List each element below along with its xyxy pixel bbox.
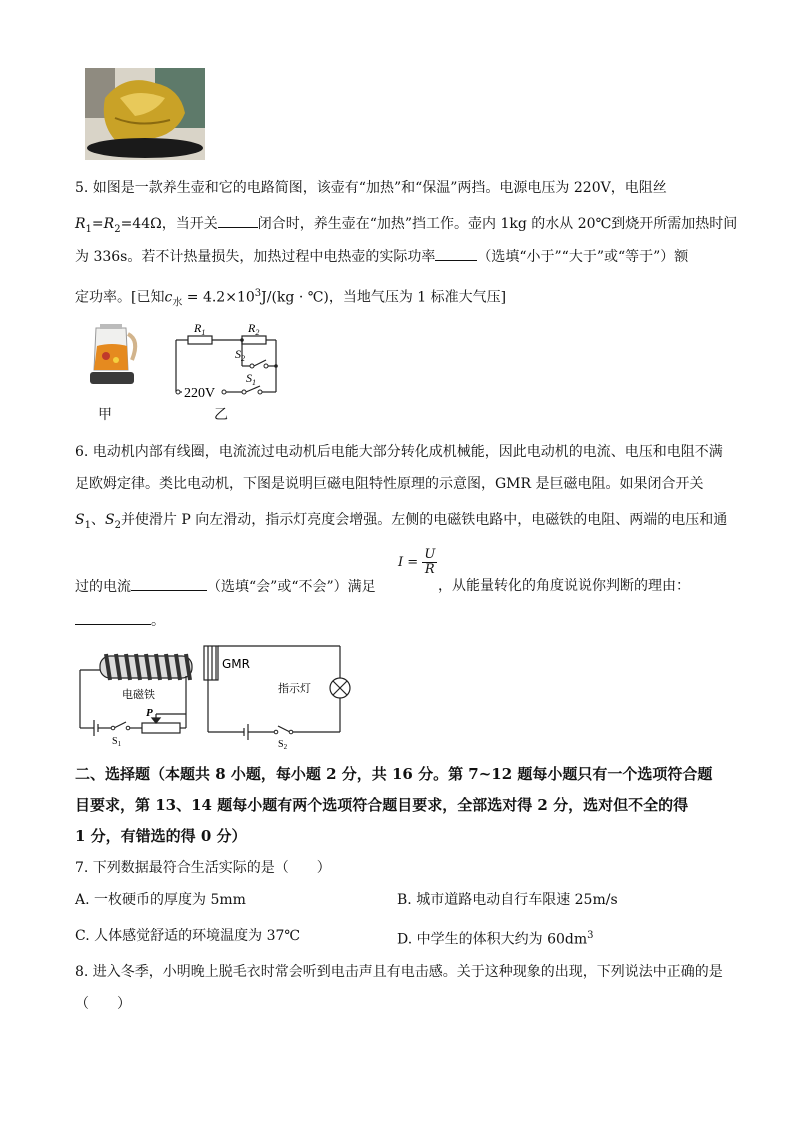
- r2-symbol: =R: [91, 216, 115, 232]
- q6-line4-text-b: （选填“会”或“不会”）满足: [207, 579, 376, 595]
- r2-sub: 2: [114, 223, 121, 235]
- c-sub: 水: [172, 297, 183, 309]
- s2-symbol: S: [104, 512, 115, 528]
- q6-blank-1[interactable]: [131, 576, 207, 591]
- label-gmr: GMR: [222, 657, 250, 671]
- s2-sub: 2: [114, 519, 121, 531]
- q5-line4-text-a: 定功率。[已知: [75, 289, 165, 306]
- q7-option-d-text: D. 中学生的体积大约为 60dm: [397, 931, 588, 948]
- q6-line5: [75, 610, 165, 631]
- label-electromagnet: 电磁铁: [122, 688, 155, 701]
- r1-sub: 1: [85, 223, 92, 235]
- q5-line3: [75, 246, 688, 267]
- s1-symbol: S: [75, 512, 85, 528]
- q6-line3-text: 并使滑片 P 向左滑动，指示灯亮度会增强。左侧的电磁铁电路中，电磁铁的电阻、两端的电压和通: [120, 512, 728, 528]
- q8-line1: 8. 进入冬季，小明晚上脱毛衣时常会听到电击声且有电击感。关于这种现象的出现，下列说法中正确的是: [75, 964, 723, 980]
- section2-line2: 目要求，第 13、14 题每小题有两个选项符合题目要求，全部选对得 2 分，选对但不全的得: [75, 796, 689, 814]
- c-symbol: c: [164, 289, 173, 306]
- label-s1: $S_1$: [246, 371, 256, 387]
- q5-line3-text-a: 为 336s。若不计热量损失，加热过程中电热壶的实际功率: [75, 249, 436, 265]
- c-exp: 3: [254, 288, 262, 299]
- q6-line1: 6. 电动机内部有线圈，电流流过电动机后电能大部分转化成机械能，因此电动机的电流、电压和电阻不满: [75, 444, 723, 460]
- circuit-diagram-q5: [168, 316, 283, 406]
- kettle-photo: [82, 318, 144, 388]
- q5-blank-1[interactable]: [218, 213, 258, 228]
- q6-line3: [75, 510, 727, 536]
- label-s2: $S_2$: [235, 347, 245, 363]
- q5-blank-2[interactable]: [435, 246, 477, 261]
- q6-line5-text: 。: [151, 613, 165, 629]
- label-r2: $R_2$: [248, 321, 260, 337]
- label-220v: 220V: [184, 386, 216, 401]
- c-value: = 4.2×10: [182, 289, 255, 306]
- q6-line4: [75, 576, 376, 597]
- label-s2-fig: $S_2$: [278, 739, 288, 750]
- label-r1: $R_1$: [194, 321, 206, 337]
- q6-blank-2[interactable]: [75, 610, 151, 625]
- q7-option-c[interactable]: C. 人体感觉舒适的环境温度为 37℃: [75, 928, 301, 944]
- q5-line2: [75, 213, 737, 240]
- gmr-circuit-diagram: [72, 640, 362, 750]
- caption-jia: 甲: [98, 407, 112, 423]
- q5-line3-text-b: （选填“小于”“大于”或“等于”）额: [477, 249, 689, 265]
- q5-line4: [75, 284, 506, 313]
- q5-line4-text-b: ，当地气压为 1 标准大气压]: [328, 289, 507, 306]
- r1-symbol: R: [75, 216, 86, 232]
- label-s1-fig: $S_1$: [112, 736, 122, 748]
- section2-line1: 二、选择题（本题共 8 小题，每小题 2 分，共 16 分。第 7~12 题每小题只有一个选项符合题: [75, 765, 713, 783]
- ohm-law-formula: [398, 548, 437, 577]
- section2-line3: 1 分，有错选的得 0 分）: [75, 827, 247, 845]
- q7-option-a[interactable]: A. 一枚硬币的厚度为 5mm: [75, 892, 246, 908]
- q6-line4-tail: ，从能量转化的角度说说你判断的理由：: [438, 578, 690, 594]
- q7-option-d-sup: 3: [587, 930, 594, 941]
- c-unit: J/(kg · ℃): [261, 289, 329, 306]
- q7-stem: 7. 下列数据最符合生活实际的是（ ）: [75, 860, 331, 876]
- q8-line2: （ ）: [75, 996, 131, 1012]
- artifact-photo: [85, 68, 205, 160]
- formula-num: U: [424, 547, 436, 562]
- formula-den: R: [424, 562, 435, 577]
- q5-line2-text-a: =44Ω，当开关: [120, 216, 218, 232]
- s1-sub: 1: [84, 519, 91, 531]
- s-sep: 、: [90, 512, 105, 528]
- q5-line1: 5. 如图是一款养生壶和它的电路简图，该壶有“加热”和“保温”两挡。电源电压为 220V，电阻丝: [75, 180, 667, 196]
- caption-yi: 乙: [214, 407, 228, 423]
- formula-lhs: I =: [398, 555, 419, 570]
- q7-option-b[interactable]: B. 城市道路电动自行车限速 25m/s: [397, 892, 618, 908]
- label-lamp: 指示灯: [278, 682, 311, 695]
- q7-option-d[interactable]: [397, 926, 594, 950]
- q6-line2: 足欧姆定律。类比电动机，下图是说明巨磁电阻特性原理的示意图，GMR 是巨磁电阻。如果闭合开关: [75, 476, 704, 492]
- formula-fraction: [422, 548, 437, 577]
- label-p: P: [146, 707, 153, 719]
- q5-line2-text-b: 闭合时，养生壶在“加热”挡工作。壶内 1kg 的水从 20℃到烧开所需加热时间: [257, 216, 738, 232]
- q6-line4-text-a: 过的电流: [75, 579, 131, 595]
